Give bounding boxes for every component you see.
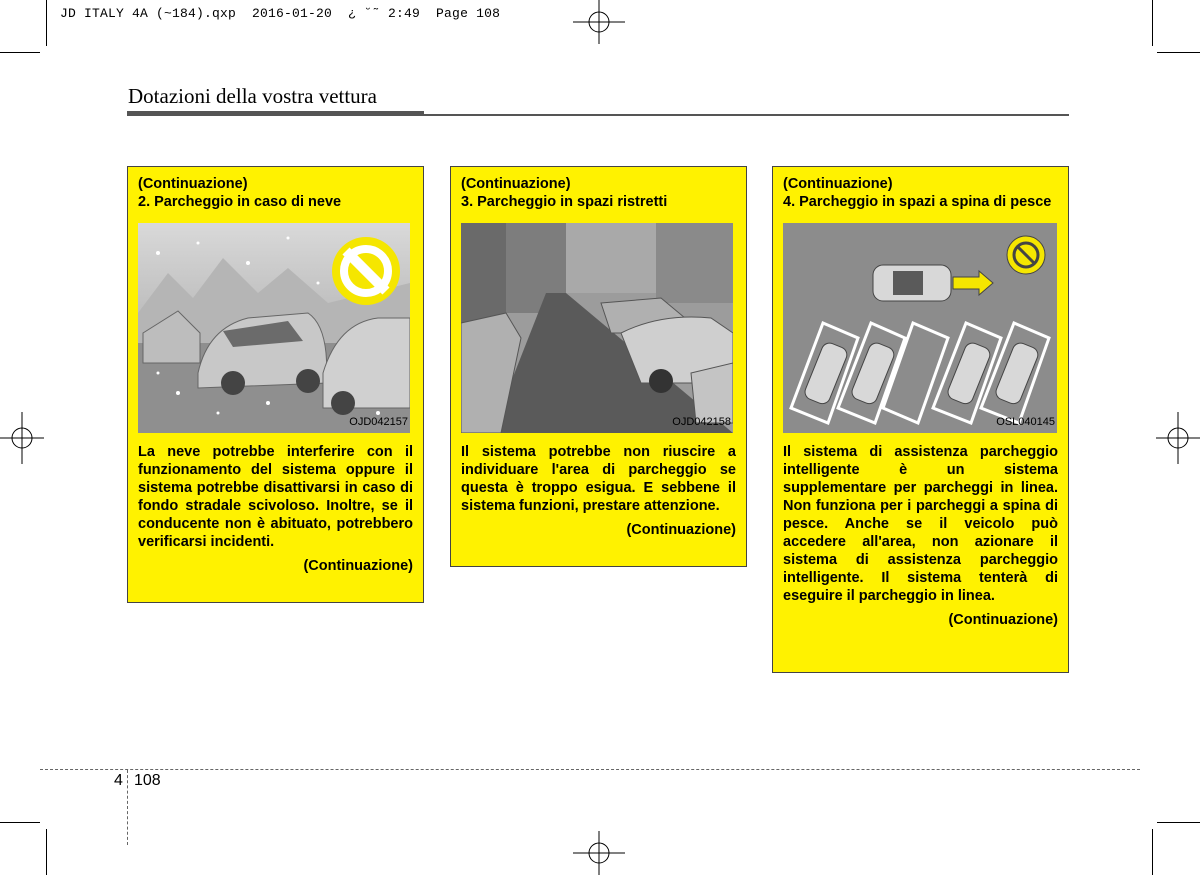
registration-mark-icon: [573, 831, 625, 875]
crop-mark: [46, 0, 47, 46]
box-heading: 4. Parcheggio in spazi a spina di pesce: [783, 194, 1052, 210]
narrow-street-image: [461, 223, 733, 433]
narrow-parking-illustration: [461, 223, 733, 433]
vehicle-icon: [873, 265, 951, 301]
chapter-number: 4: [114, 772, 123, 789]
crop-mark: [0, 52, 40, 53]
section-title: Dotazioni della vostra vettura: [128, 84, 377, 108]
continuation-label: (Continuazione): [461, 176, 571, 192]
crop-mark: [1152, 829, 1153, 875]
crop-mark: [0, 822, 40, 823]
snow-parking-illustration: [138, 223, 410, 433]
continuation-label: (Continuazione): [303, 558, 413, 574]
footer-rule: [40, 769, 1140, 770]
registration-mark-icon: [573, 0, 625, 44]
box-body-text: La neve potrebbe interferire con il funzionamento del sistema oppure il sistema potrebbe disattivarsi in caso di fondo stradale scivoloso. Inoltre, se il conducente non è abituato, potrebbero verificarsi incidenti.: [138, 444, 413, 550]
continuation-label: (Continuazione): [626, 522, 736, 538]
box-heading: 2. Parcheggio in caso di neve: [138, 194, 342, 210]
image-code: OJD042158: [672, 416, 731, 428]
herringbone-parking-illustration: [783, 223, 1057, 433]
box-body-text: Il sistema di assistenza parcheggio intelligente è un sistema supplementare per parcheggi in linea. Non funziona per i parcheggi a spina di pesce. Anche se il veicolo può accedere all'area, non azionare il sistema di assistenza parcheggio intelligente. Il sistema tenterà di eseguire il parcheggio in linea.: [783, 444, 1058, 604]
caution-box-herringbone: [772, 166, 1069, 673]
print-slug: JD ITALY 4A (~184).qxp 2016-01-20 ¿ ˘˜ 2:49 Page 108: [60, 6, 501, 21]
caution-box-snow: [127, 166, 424, 603]
header-rule: [424, 114, 1069, 116]
caution-box-narrow: [450, 166, 747, 567]
image-code: OJD042157: [349, 416, 408, 428]
box-body-text: Il sistema potrebbe non riuscire a individuare l'area di parcheggio se questa è troppo esigua. E sebbene il sistema funzioni, prestare attenzione.: [461, 444, 736, 514]
crop-mark: [1157, 52, 1200, 53]
footer-divider: [127, 770, 128, 845]
image-code: OSL040145: [996, 416, 1055, 428]
continuation-label: (Continuazione): [138, 176, 248, 192]
crop-mark: [1152, 0, 1153, 46]
snow-scene-image: [138, 223, 410, 433]
header-rule: [127, 111, 424, 116]
herringbone-diagram-image: [783, 223, 1057, 433]
page-number: 108: [134, 772, 161, 789]
prohibited-icon: [332, 237, 400, 305]
box-heading: 3. Parcheggio in spazi ristretti: [461, 194, 668, 210]
crop-mark: [46, 829, 47, 875]
registration-mark-icon: [1156, 412, 1200, 464]
continuation-label: (Continuazione): [783, 176, 893, 192]
crop-mark: [1157, 822, 1200, 823]
prohibited-icon: [1007, 236, 1045, 274]
registration-mark-icon: [0, 412, 44, 464]
continuation-label: (Continuazione): [948, 612, 1058, 628]
